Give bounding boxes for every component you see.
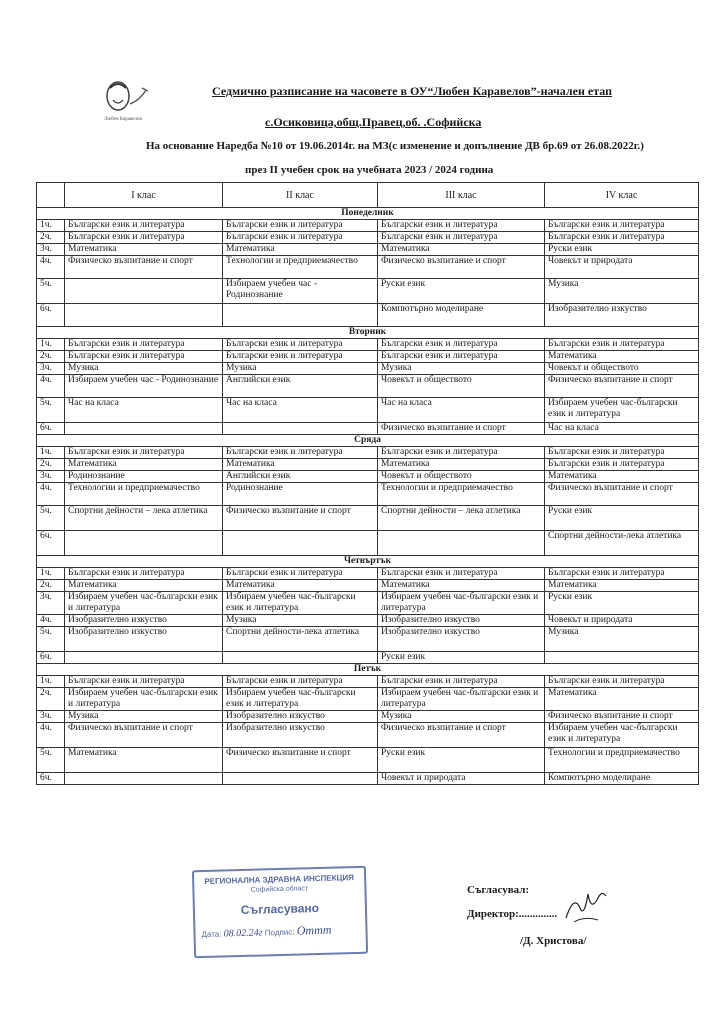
schedule-body <box>37 208 699 785</box>
subject-cell: Музика <box>545 627 699 652</box>
table-row <box>37 304 699 327</box>
subject-cell: Български език и литература <box>545 447 699 459</box>
subject-cell <box>65 423 223 435</box>
subject-cell: Час на класа <box>65 398 223 423</box>
subject-cell: Български език и литература <box>223 676 378 688</box>
day-name: Вторник <box>37 327 699 339</box>
table-row <box>37 627 699 652</box>
subject-cell: Спортни дейности – лека атлетика <box>378 506 545 531</box>
subject-cell: Спортни дейности-лека атлетика <box>545 531 699 556</box>
subject-cell: Родинознание <box>223 483 378 506</box>
subject-cell: Физическо възпитание и спорт <box>65 723 223 748</box>
period-number: 3ч. <box>37 363 65 375</box>
column-header: II клас <box>223 183 378 208</box>
subject-cell: Технологии и предприемачество <box>65 483 223 506</box>
subject-cell: Руски език <box>378 748 545 773</box>
subject-cell: Избираем учебен час-български език и литература <box>65 592 223 615</box>
subject-cell: Човекът и природата <box>545 256 699 279</box>
subject-cell: Математика <box>223 459 378 471</box>
table-row <box>37 471 699 483</box>
subject-cell: Човекът и обществото <box>378 375 545 398</box>
period-number: 2ч. <box>37 459 65 471</box>
subject-cell: Избираем учебен час-български език и литература <box>223 592 378 615</box>
period-number: 2ч. <box>37 232 65 244</box>
subject-cell: Избираем учебен час-български език и литература <box>65 688 223 711</box>
subject-cell <box>65 531 223 556</box>
table-row <box>37 447 699 459</box>
subject-cell: Български език и литература <box>378 232 545 244</box>
column-header-num <box>37 183 65 208</box>
day-name: Понеделник <box>37 208 699 220</box>
subject-cell: Избираем учебен час - Родинознание <box>223 279 378 304</box>
period-number: 6ч. <box>37 304 65 327</box>
subject-cell: Физическо възпитание и спорт <box>378 256 545 279</box>
period-number: 2ч. <box>37 351 65 363</box>
table-row <box>37 398 699 423</box>
subject-cell: Изобразително изкуство <box>378 627 545 652</box>
subject-cell: Математика <box>65 748 223 773</box>
subject-cell: Физическо възпитание и спорт <box>223 748 378 773</box>
stamp-signature: Оттт <box>296 922 332 938</box>
subject-cell: Час на класа <box>223 398 378 423</box>
subject-cell: Избираем учебен час-български език и литература <box>545 723 699 748</box>
subject-cell: Математика <box>378 459 545 471</box>
column-header: IV клас <box>545 183 699 208</box>
table-row <box>37 375 699 398</box>
subject-cell: Човекът и обществото <box>545 363 699 375</box>
period-number: 4ч. <box>37 256 65 279</box>
subject-cell: Български език и литература <box>545 232 699 244</box>
subject-cell: Български език и литература <box>378 351 545 363</box>
stamp-region: Софийска област <box>250 885 309 894</box>
subject-cell: Човекът и обществото <box>378 471 545 483</box>
period-number: 2ч. <box>37 688 65 711</box>
day-name: Четвъртък <box>37 556 699 568</box>
subject-cell: Български език и литература <box>545 339 699 351</box>
subject-cell: Български език и литература <box>545 220 699 232</box>
subject-cell: Човекът и природата <box>378 773 545 785</box>
subject-cell: Изобразително изкуство <box>223 723 378 748</box>
subject-cell: Математика <box>545 471 699 483</box>
subject-cell <box>545 652 699 664</box>
subject-cell: Физическо възпитание и спорт <box>378 423 545 435</box>
subject-cell: Руски език <box>378 652 545 664</box>
subject-cell: Час на класа <box>545 423 699 435</box>
subject-cell: Музика <box>378 363 545 375</box>
period-number: 6ч. <box>37 531 65 556</box>
column-header: I клас <box>65 183 223 208</box>
school-term: през II учебен срок на учебната 2023 / 2024 година <box>245 164 494 176</box>
period-number: 5ч. <box>37 506 65 531</box>
table-row <box>37 232 699 244</box>
subject-cell: Музика <box>223 615 378 627</box>
subject-cell: Музика <box>545 279 699 304</box>
subject-cell: Музика <box>65 711 223 723</box>
subject-cell: Математика <box>223 244 378 256</box>
subject-cell: Математика <box>378 244 545 256</box>
column-header: III клас <box>378 183 545 208</box>
subject-cell: Математика <box>65 580 223 592</box>
stamp-sign-label: Подпис: <box>264 927 295 938</box>
subject-cell: Математика <box>223 580 378 592</box>
health-inspection-stamp <box>192 866 368 959</box>
subject-cell: Музика <box>378 711 545 723</box>
subject-cell: Избираем учебен час - Родинознание <box>65 375 223 398</box>
period-number: 5ч. <box>37 627 65 652</box>
table-row <box>37 423 699 435</box>
table-row <box>37 220 699 232</box>
subject-cell: Руски език <box>545 592 699 615</box>
subject-cell: Български език и литература <box>223 447 378 459</box>
subject-cell: Изобразително изкуство <box>223 711 378 723</box>
schedule-header-row <box>37 183 699 208</box>
period-number: 4ч. <box>37 375 65 398</box>
table-row <box>37 506 699 531</box>
subject-cell: Технологии и предприемачество <box>378 483 545 506</box>
day-header-row <box>37 435 699 447</box>
subject-cell: Български език и литература <box>65 351 223 363</box>
schedule-table <box>36 182 699 785</box>
subject-cell: Избираем учебен час-български език и литература <box>378 592 545 615</box>
period-number: 1ч. <box>37 220 65 232</box>
subject-cell: Български език и литература <box>223 339 378 351</box>
subject-cell: Български език и литература <box>65 232 223 244</box>
subject-cell: Изобразително изкуство <box>65 627 223 652</box>
period-number: 1ч. <box>37 447 65 459</box>
table-row <box>37 592 699 615</box>
subject-cell: Български език и литература <box>378 568 545 580</box>
table-row <box>37 256 699 279</box>
subject-cell <box>223 423 378 435</box>
table-row <box>37 531 699 556</box>
period-number: 5ч. <box>37 398 65 423</box>
table-row <box>37 483 699 506</box>
subject-cell <box>65 773 223 785</box>
table-row <box>37 244 699 256</box>
table-row <box>37 748 699 773</box>
subject-cell: Физическо възпитание и спорт <box>65 256 223 279</box>
subject-cell: Английски език <box>223 375 378 398</box>
day-header-row <box>37 556 699 568</box>
subject-cell: Човекът и природата <box>545 615 699 627</box>
subject-cell: Руски език <box>545 244 699 256</box>
subject-cell: Български език и литература <box>223 568 378 580</box>
director-name: /Д. Христова/ <box>520 935 587 947</box>
period-number: 5ч. <box>37 748 65 773</box>
subject-cell: Руски език <box>545 506 699 531</box>
subject-cell: Български език и литература <box>378 339 545 351</box>
school-location: с.Осиковица,общ.Правец,об. .Софийска <box>265 115 482 129</box>
table-row <box>37 459 699 471</box>
stamp-date: 08.02.24г <box>223 927 263 940</box>
subject-cell: Технологии и предприемачество <box>545 748 699 773</box>
subject-cell: Изобразително изкуство <box>65 615 223 627</box>
table-row <box>37 652 699 664</box>
table-row <box>37 279 699 304</box>
table-row <box>37 568 699 580</box>
subject-cell: Български език и литература <box>223 232 378 244</box>
day-name: Петък <box>37 664 699 676</box>
table-row <box>37 688 699 711</box>
subject-cell: Избираем учебен час-български език и литература <box>223 688 378 711</box>
legal-basis: На основание Наредба №10 от 19.06.2014г. на МЗ(с изменение и допълнение ДВ бр.69 от 26.08.2022г.) <box>146 140 644 152</box>
subject-cell: Изобразително изкуство <box>378 615 545 627</box>
stamp-approved: Съгласувано <box>240 900 320 918</box>
period-number: 5ч. <box>37 279 65 304</box>
subject-cell <box>65 279 223 304</box>
subject-cell <box>378 531 545 556</box>
subject-cell: Физическо възпитание и спорт <box>545 711 699 723</box>
director-label: Директор:.............. <box>467 908 558 920</box>
subject-cell <box>223 773 378 785</box>
subject-cell: Компютърно моделиране <box>545 773 699 785</box>
subject-cell: Математика <box>545 688 699 711</box>
subject-cell: Избираем учебен час-български език и литература <box>545 398 699 423</box>
table-row <box>37 615 699 627</box>
subject-cell: Родинознание <box>65 471 223 483</box>
table-row <box>37 580 699 592</box>
period-number: 6ч. <box>37 773 65 785</box>
subject-cell: Български език и литература <box>378 447 545 459</box>
subject-cell: Музика <box>65 363 223 375</box>
table-row <box>37 676 699 688</box>
subject-cell: Математика <box>545 580 699 592</box>
subject-cell: Български език и литература <box>223 351 378 363</box>
subject-cell: Английски език <box>223 471 378 483</box>
subject-cell: Спортни дейности-лека атлетика <box>223 627 378 652</box>
period-number: 4ч. <box>37 615 65 627</box>
subject-cell: Български език и литература <box>65 676 223 688</box>
subject-cell: Математика <box>378 580 545 592</box>
subject-cell: Изобразително изкуство <box>545 304 699 327</box>
period-number: 3ч. <box>37 711 65 723</box>
period-number: 3ч. <box>37 471 65 483</box>
page-title: Седмично разписание на часовете в ОУ“Любен Каравелов”-начален етап <box>212 84 612 98</box>
stamp-authority: РЕГИОНАЛНА ЗДРАВНА ИНСПЕКЦИЯ <box>204 873 354 886</box>
table-row <box>37 351 699 363</box>
table-row <box>37 363 699 375</box>
subject-cell: Математика <box>65 459 223 471</box>
subject-cell: Български език и литература <box>65 568 223 580</box>
subject-cell: Руски език <box>378 279 545 304</box>
subject-cell <box>223 531 378 556</box>
subject-cell: Физическо възпитание и спорт <box>378 723 545 748</box>
period-number: 2ч. <box>37 580 65 592</box>
subject-cell: Физическо възпитание и спорт <box>223 506 378 531</box>
table-row <box>37 339 699 351</box>
subject-cell <box>223 652 378 664</box>
day-header-row <box>37 208 699 220</box>
day-header-row <box>37 664 699 676</box>
agreed-label: Съгласувал: <box>467 884 530 896</box>
subject-cell: Български език и литература <box>223 220 378 232</box>
subject-cell: Български език и литература <box>65 339 223 351</box>
subject-cell: Компютърно моделиране <box>378 304 545 327</box>
school-logo <box>96 74 164 124</box>
subject-cell: Физическо възпитание и спорт <box>545 375 699 398</box>
period-number: 1ч. <box>37 339 65 351</box>
table-row <box>37 723 699 748</box>
period-number: 1ч. <box>37 676 65 688</box>
director-signature <box>560 888 610 928</box>
period-number: 4ч. <box>37 483 65 506</box>
subject-cell: Час на класа <box>378 398 545 423</box>
subject-cell: Математика <box>65 244 223 256</box>
subject-cell <box>65 652 223 664</box>
subject-cell <box>65 304 223 327</box>
subject-cell: Музика <box>223 363 378 375</box>
period-number: 3ч. <box>37 592 65 615</box>
table-row <box>37 773 699 785</box>
subject-cell: Български език и литература <box>545 676 699 688</box>
subject-cell: Математика <box>545 351 699 363</box>
subject-cell: Спортни дейности – лека атлетика <box>65 506 223 531</box>
stamp-date-label: Дата: <box>201 929 222 940</box>
day-header-row <box>37 327 699 339</box>
stamp-footer <box>195 922 365 941</box>
subject-cell: Български език и литература <box>65 447 223 459</box>
subject-cell: Избираем учебен час-български език и литература <box>378 688 545 711</box>
subject-cell: Физическо възпитание и спорт <box>545 483 699 506</box>
subject-cell: Български език и литература <box>545 568 699 580</box>
subject-cell: Български език и литература <box>65 220 223 232</box>
logo-text: Любен Каравелов <box>104 117 142 122</box>
period-number: 6ч. <box>37 652 65 664</box>
subject-cell: Български език и литература <box>378 676 545 688</box>
subject-cell: Български език и литература <box>545 459 699 471</box>
subject-cell: Технологии и предприемачество <box>223 256 378 279</box>
period-number: 4ч. <box>37 723 65 748</box>
period-number: 6ч. <box>37 423 65 435</box>
period-number: 3ч. <box>37 244 65 256</box>
day-name: Сряда <box>37 435 699 447</box>
subject-cell: Български език и литература <box>378 220 545 232</box>
subject-cell <box>223 304 378 327</box>
table-row <box>37 711 699 723</box>
period-number: 1ч. <box>37 568 65 580</box>
